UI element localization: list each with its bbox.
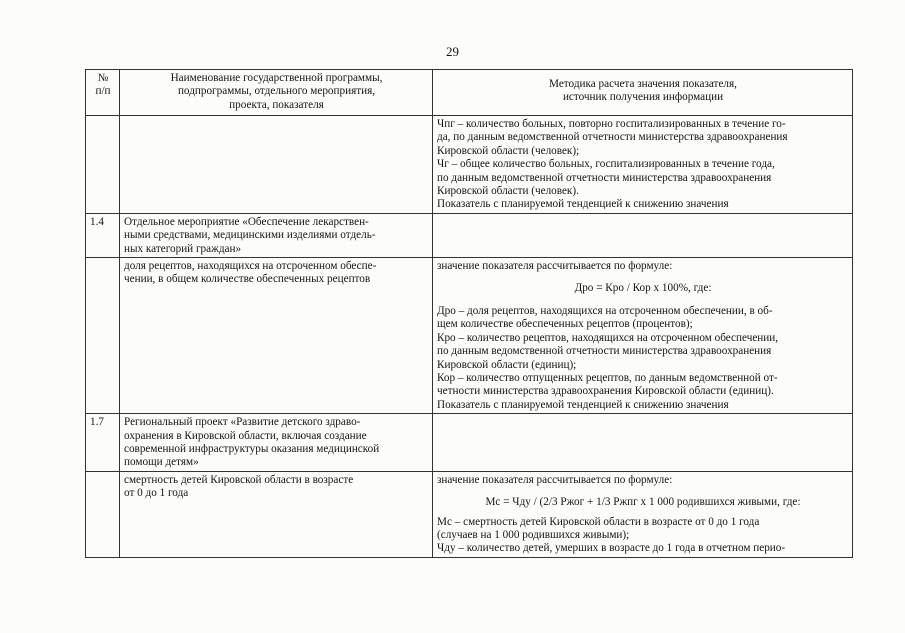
- method-cell: значение показателя рассчитывается по формуле: Мс = Чду / (2/3 Ржог + 1/3 Ржпг х 1 000 родившихся живыми, где: Мс – смертность детей Кировской области в возрасте от 0 до 1 года (случаев на 1 000 родившихся живыми); Чду – количество детей, умерших в возрасте до 1 года в отчетном перио-: [433, 471, 853, 557]
- header-number: № п/п: [86, 70, 120, 116]
- table-row: [86, 258, 853, 414]
- table-row: [86, 213, 853, 257]
- method-cell: Чпг – количество больных, повторно госпитализированных в течение го- да, по данным ведомственной отчетности министерства здравоохранения Кировской области (человек); Чг – общее количество больных, госпитализированных в течение года, по данным ведомственной отчетности министерства здравоохранения Кировской области (человек). Показатель с планируемой тенденцией к снижению значения: [433, 116, 853, 214]
- formula: Дро = Кро / Кор х 100%, где:: [574, 282, 712, 295]
- row-number: 1.4: [86, 213, 120, 257]
- indicator-name-cell: доля рецептов, находящихся на отсроченном обеспе- чении, в общем количестве обеспеченных рецептов: [120, 258, 433, 414]
- table-header-row: [86, 70, 853, 116]
- indicators-table: [85, 69, 853, 558]
- event-name-cell: Отдельное мероприятие «Обеспечение лекарствен- ными средствами, медицинскими изделиями отдель- ных категорий граждан»: [120, 213, 433, 257]
- row-number: 1.7: [86, 414, 120, 472]
- header-name: Наименование государственной программы, подпрограммы, отдельного мероприятия, проекта, показателя: [120, 70, 433, 116]
- page-number: 29: [446, 44, 459, 59]
- method-cell: значение показателя рассчитывается по формуле: Дро = Кро / Кор х 100%, где: Дро – доля рецептов, находящихся на отсроченном обеспечении, в об- щем количестве обеспеченных рецептов (процентов); Кро – количество рецептов, находящихся на отсроченном обеспечении, по данным ведомственной отчетности министерства здравоохранения Кировской области (единиц); Кор – количество отпущенных рецептов, по данным ведомственной от- четности министерства здравоохранения Кировской области (единиц). Показатель с планируемой тенденцией к снижению значения: [433, 258, 853, 414]
- header-method: Методика расчета значения показателя, источник получения информации: [433, 70, 853, 116]
- formula: Мс = Чду / (2/3 Ржог + 1/3 Ржпг х 1 000 родившихся живыми, где:: [485, 496, 801, 509]
- table-row: [86, 116, 853, 214]
- project-name-cell: Региональный проект «Развитие детского здраво- охранения в Кировской области, включая создание современной инфраструктуры оказания медицинской помощи детям»: [120, 414, 433, 472]
- indicator-name-cell: смертность детей Кировской области в возрасте от 0 до 1 года: [120, 471, 433, 557]
- table-row: [86, 471, 853, 557]
- table-row: [86, 414, 853, 472]
